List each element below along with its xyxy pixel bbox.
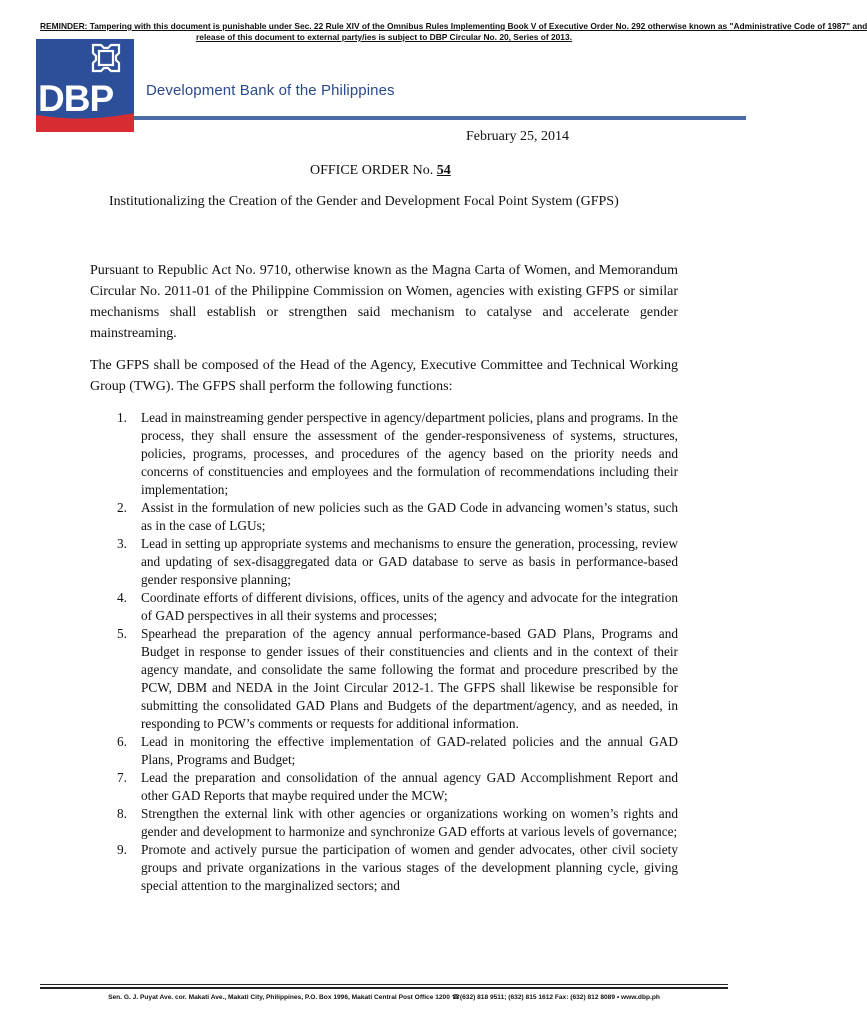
- functions-list: [117, 409, 678, 895]
- list-item-number: 7.: [117, 770, 127, 785]
- list-item: [117, 625, 678, 733]
- dbp-logo-text: DBP: [38, 78, 114, 119]
- paragraph-intro: Pursuant to Republic Act No. 9710, otherwise known as the Magna Carta of Women, and Memorandum Circular No. 2011-01 of the Philippine Commission on Women, agencies with existing GFPS or similar mechanisms shall establish or strengthen said mechanism to catalyse and accelerate gender mainstreaming.: [90, 263, 678, 341]
- footer-divider-thin: [40, 984, 728, 985]
- list-item: [117, 589, 678, 625]
- list-item: [117, 409, 678, 499]
- list-item-number: 6.: [117, 734, 127, 749]
- footer-divider-thick: [40, 987, 728, 989]
- list-item-text: Lead in monitoring the effective implementation of GAD-related policies and the annual GAD Plans, Programs and Budget;: [141, 734, 678, 767]
- document-date: February 25, 2014: [466, 129, 570, 144]
- office-order-number: 54: [436, 163, 451, 178]
- list-item-number: 9.: [117, 842, 127, 857]
- list-item-text: Assist in the formulation of new policies such as the GAD Code in advancing women’s status, such as in the case of LGUs;: [141, 500, 678, 533]
- list-item-number: 4.: [117, 590, 127, 605]
- reminder-line-1: REMINDER: Tampering with this document is punishable under Sec. 22 Rule XIV of the Omnibus Rules Implementing Book V of Executive Order No. 292 otherwise known as "Administrative Code of 1987" and: [40, 21, 867, 31]
- list-item: [117, 733, 678, 769]
- list-item-text: Lead the preparation and consolidation of the annual agency GAD Accomplishment Report and other GAD Reports that maybe required under the MCW;: [141, 770, 678, 803]
- order-subject: Institutionalizing the Creation of the Gender and Development Focal Point System (GFPS): [109, 194, 619, 209]
- list-item: [117, 841, 678, 895]
- list-item: [117, 535, 678, 589]
- list-item-number: 3.: [117, 536, 127, 551]
- office-order-prefix: OFFICE ORDER No.: [310, 163, 434, 178]
- header-divider: [134, 116, 746, 120]
- list-item-number: 1.: [117, 410, 127, 425]
- list-item-text: Spearhead the preparation of the agency annual performance-based GAD Plans, Programs and Budget in response to gender issues of their constituencies and clients and in the context of their agency mandate, and consolidate the same following the format and procedure prescribed by the PCW, DBM and NEDA in the Joint Circular 2012-1. The GFPS shall likewise be responsible for submitting the consolidated GAD Plans and Budgets of the department/agency, and as needed, in responding to PCW’s comments or requests for additional information.: [141, 626, 678, 731]
- dbp-logo: [36, 39, 134, 132]
- list-item-number: 8.: [117, 806, 127, 821]
- bank-name: Development Bank of the Philippines: [146, 82, 395, 99]
- list-item: [117, 769, 678, 805]
- list-item-number: 5.: [117, 626, 127, 641]
- list-item: [117, 805, 678, 841]
- office-order-title: [310, 163, 451, 179]
- list-item-text: Lead in setting up appropriate systems and mechanisms to ensure the generation, processing, review and updating of sex-disaggregated data or GAD database to serve as basis in performance-based gender responsive planning;: [141, 536, 678, 587]
- list-item-text: Lead in mainstreaming gender perspective in agency/department policies, plans and programs. In the process, they shall ensure the assessment of the gender-responsiveness of systems, structures, policies, programs, processes, and procedures of the agency based on the priority needs and concerns of constituencies and employees and the formulation of recommendations including their implementation;: [141, 410, 678, 497]
- list-item-number: 2.: [117, 500, 127, 515]
- list-item-text: Promote and actively pursue the participation of women and gender advocates, other civil society groups and private organizations in the various stages of the development planning cycle, giving special attention to the marginalized sectors; and: [141, 842, 678, 893]
- list-item-text: Coordinate efforts of different divisions, offices, units of the agency and advocate for the integration of GAD perspectives in all their systems and processes;: [141, 590, 678, 623]
- reminder-notice: [40, 21, 867, 43]
- reminder-line-2: release of this document to external party/ies is subject to DBP Circular No. 20, Series of 2013.: [196, 32, 572, 42]
- footer-address: Sen. G. J. Puyat Ave. cor. Makati Ave., Makati City, Philippines, P.O. Box 1996, Makati Central Post Office 1200 ☎(632) 818 9511; (632) 815 1612 Fax: (632) 812 8089 • www.dbp.ph: [108, 994, 660, 1001]
- list-item-text: Strengthen the external link with other agencies or organizations working on women’s rights and gender and development to harmonize and synchronize GAD efforts at various levels of governance;: [141, 806, 678, 839]
- list-item: [117, 499, 678, 535]
- paragraph-composition: The GFPS shall be composed of the Head of the Agency, Executive Committee and Technical Working Group (TWG). The GFPS shall perform the following functions:: [90, 358, 678, 394]
